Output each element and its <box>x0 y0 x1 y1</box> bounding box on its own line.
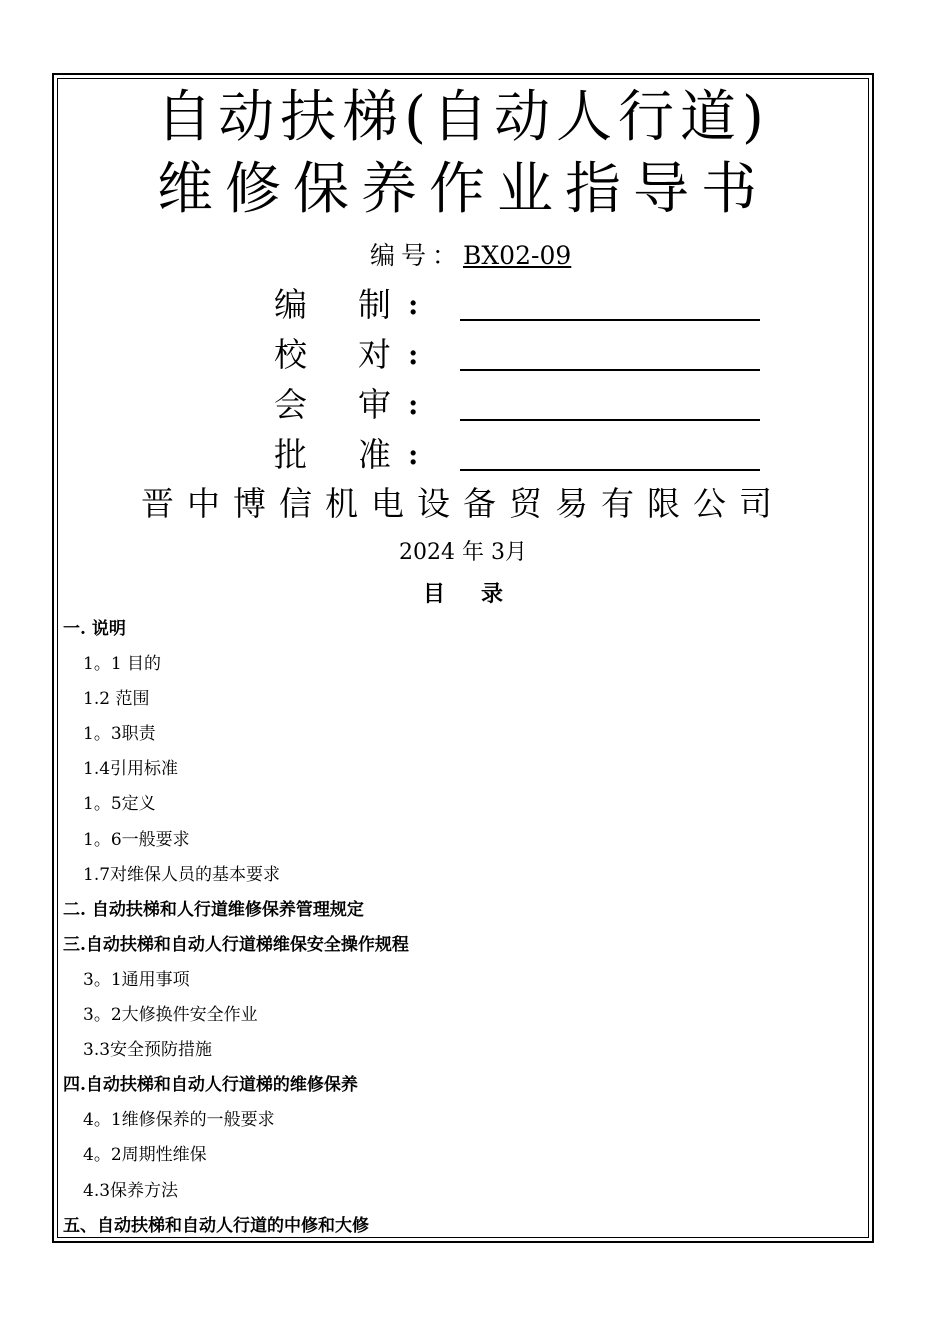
toc-heading: 目录 <box>422 581 539 607</box>
table-of-contents <box>63 612 863 1244</box>
signoff-colon: : <box>408 388 419 421</box>
toc-section-heading: 一. 说明 <box>63 619 126 639</box>
signoff-blank-line <box>460 419 760 421</box>
signoff-label-char2: 对 <box>358 335 391 374</box>
document-title-line2: 维修保养作业指导书 <box>157 157 769 222</box>
signoff-label-char2: 制 <box>358 285 391 324</box>
signoff-label-char1: 批 <box>274 435 307 474</box>
signoff-colon: : <box>408 338 419 371</box>
toc-section-heading: 二. 自动扶梯和人行道维修保养管理规定 <box>63 899 364 920</box>
toc-subsection-item: 1。6一般要求 <box>83 829 190 850</box>
signoff-blank-line <box>460 319 760 321</box>
toc-section-heading: 五、自动扶梯和自动人行道的中修和大修 <box>63 1215 369 1236</box>
toc-subsection-item: 3。1通用事项 <box>83 969 190 990</box>
signoff-blank-line <box>460 369 760 371</box>
toc-subsection-item: 4。2周期性维保 <box>83 1145 207 1166</box>
toc-subsection-item: 4。1维修保养的一般要求 <box>83 1110 275 1131</box>
signoff-label-char2: 审 <box>358 385 391 424</box>
document-title-line1: 自动扶梯(自动人行道) <box>156 85 770 150</box>
signoff-label-char1: 校 <box>274 335 307 374</box>
company-name: 晋中博信机电设备贸易有限公司 <box>141 484 785 523</box>
toc-subsection-item: 3。2大修换件安全作业 <box>83 1005 258 1026</box>
toc-subsection-item: 3.3安全预防措施 <box>83 1040 213 1061</box>
toc-subsection-item: 1.4引用标准 <box>83 759 179 780</box>
signoff-label-char2: 准 <box>358 435 391 474</box>
signoff-blank-line <box>460 469 760 471</box>
document-number <box>370 240 571 272</box>
signoff-label-char1: 编 <box>274 285 307 324</box>
toc-subsection-item: 4.3保养方法 <box>83 1180 179 1201</box>
document-date: 2024 年 3月 <box>399 540 527 565</box>
toc-section-heading: 四.自动扶梯和自动人行道梯的维修保养 <box>63 1075 358 1096</box>
signoff-colon: : <box>408 288 419 321</box>
toc-subsection-item: 1。5定义 <box>83 794 156 815</box>
toc-subsection-item: 1。1 目的 <box>83 654 162 675</box>
toc-section-heading: 三.自动扶梯和自动人行道梯维保安全操作规程 <box>63 934 409 955</box>
document-number-label: 编号： <box>370 241 464 270</box>
toc-subsection-item: 1。3职责 <box>83 724 156 745</box>
signoff-label-char1: 会 <box>274 385 307 424</box>
signoff-colon: : <box>408 438 419 471</box>
toc-subsection-item: 1.2 范围 <box>83 689 150 710</box>
document-number-value: BX02-09 <box>463 241 572 270</box>
toc-subsection-item: 1.7对维保人员的基本要求 <box>83 864 281 885</box>
